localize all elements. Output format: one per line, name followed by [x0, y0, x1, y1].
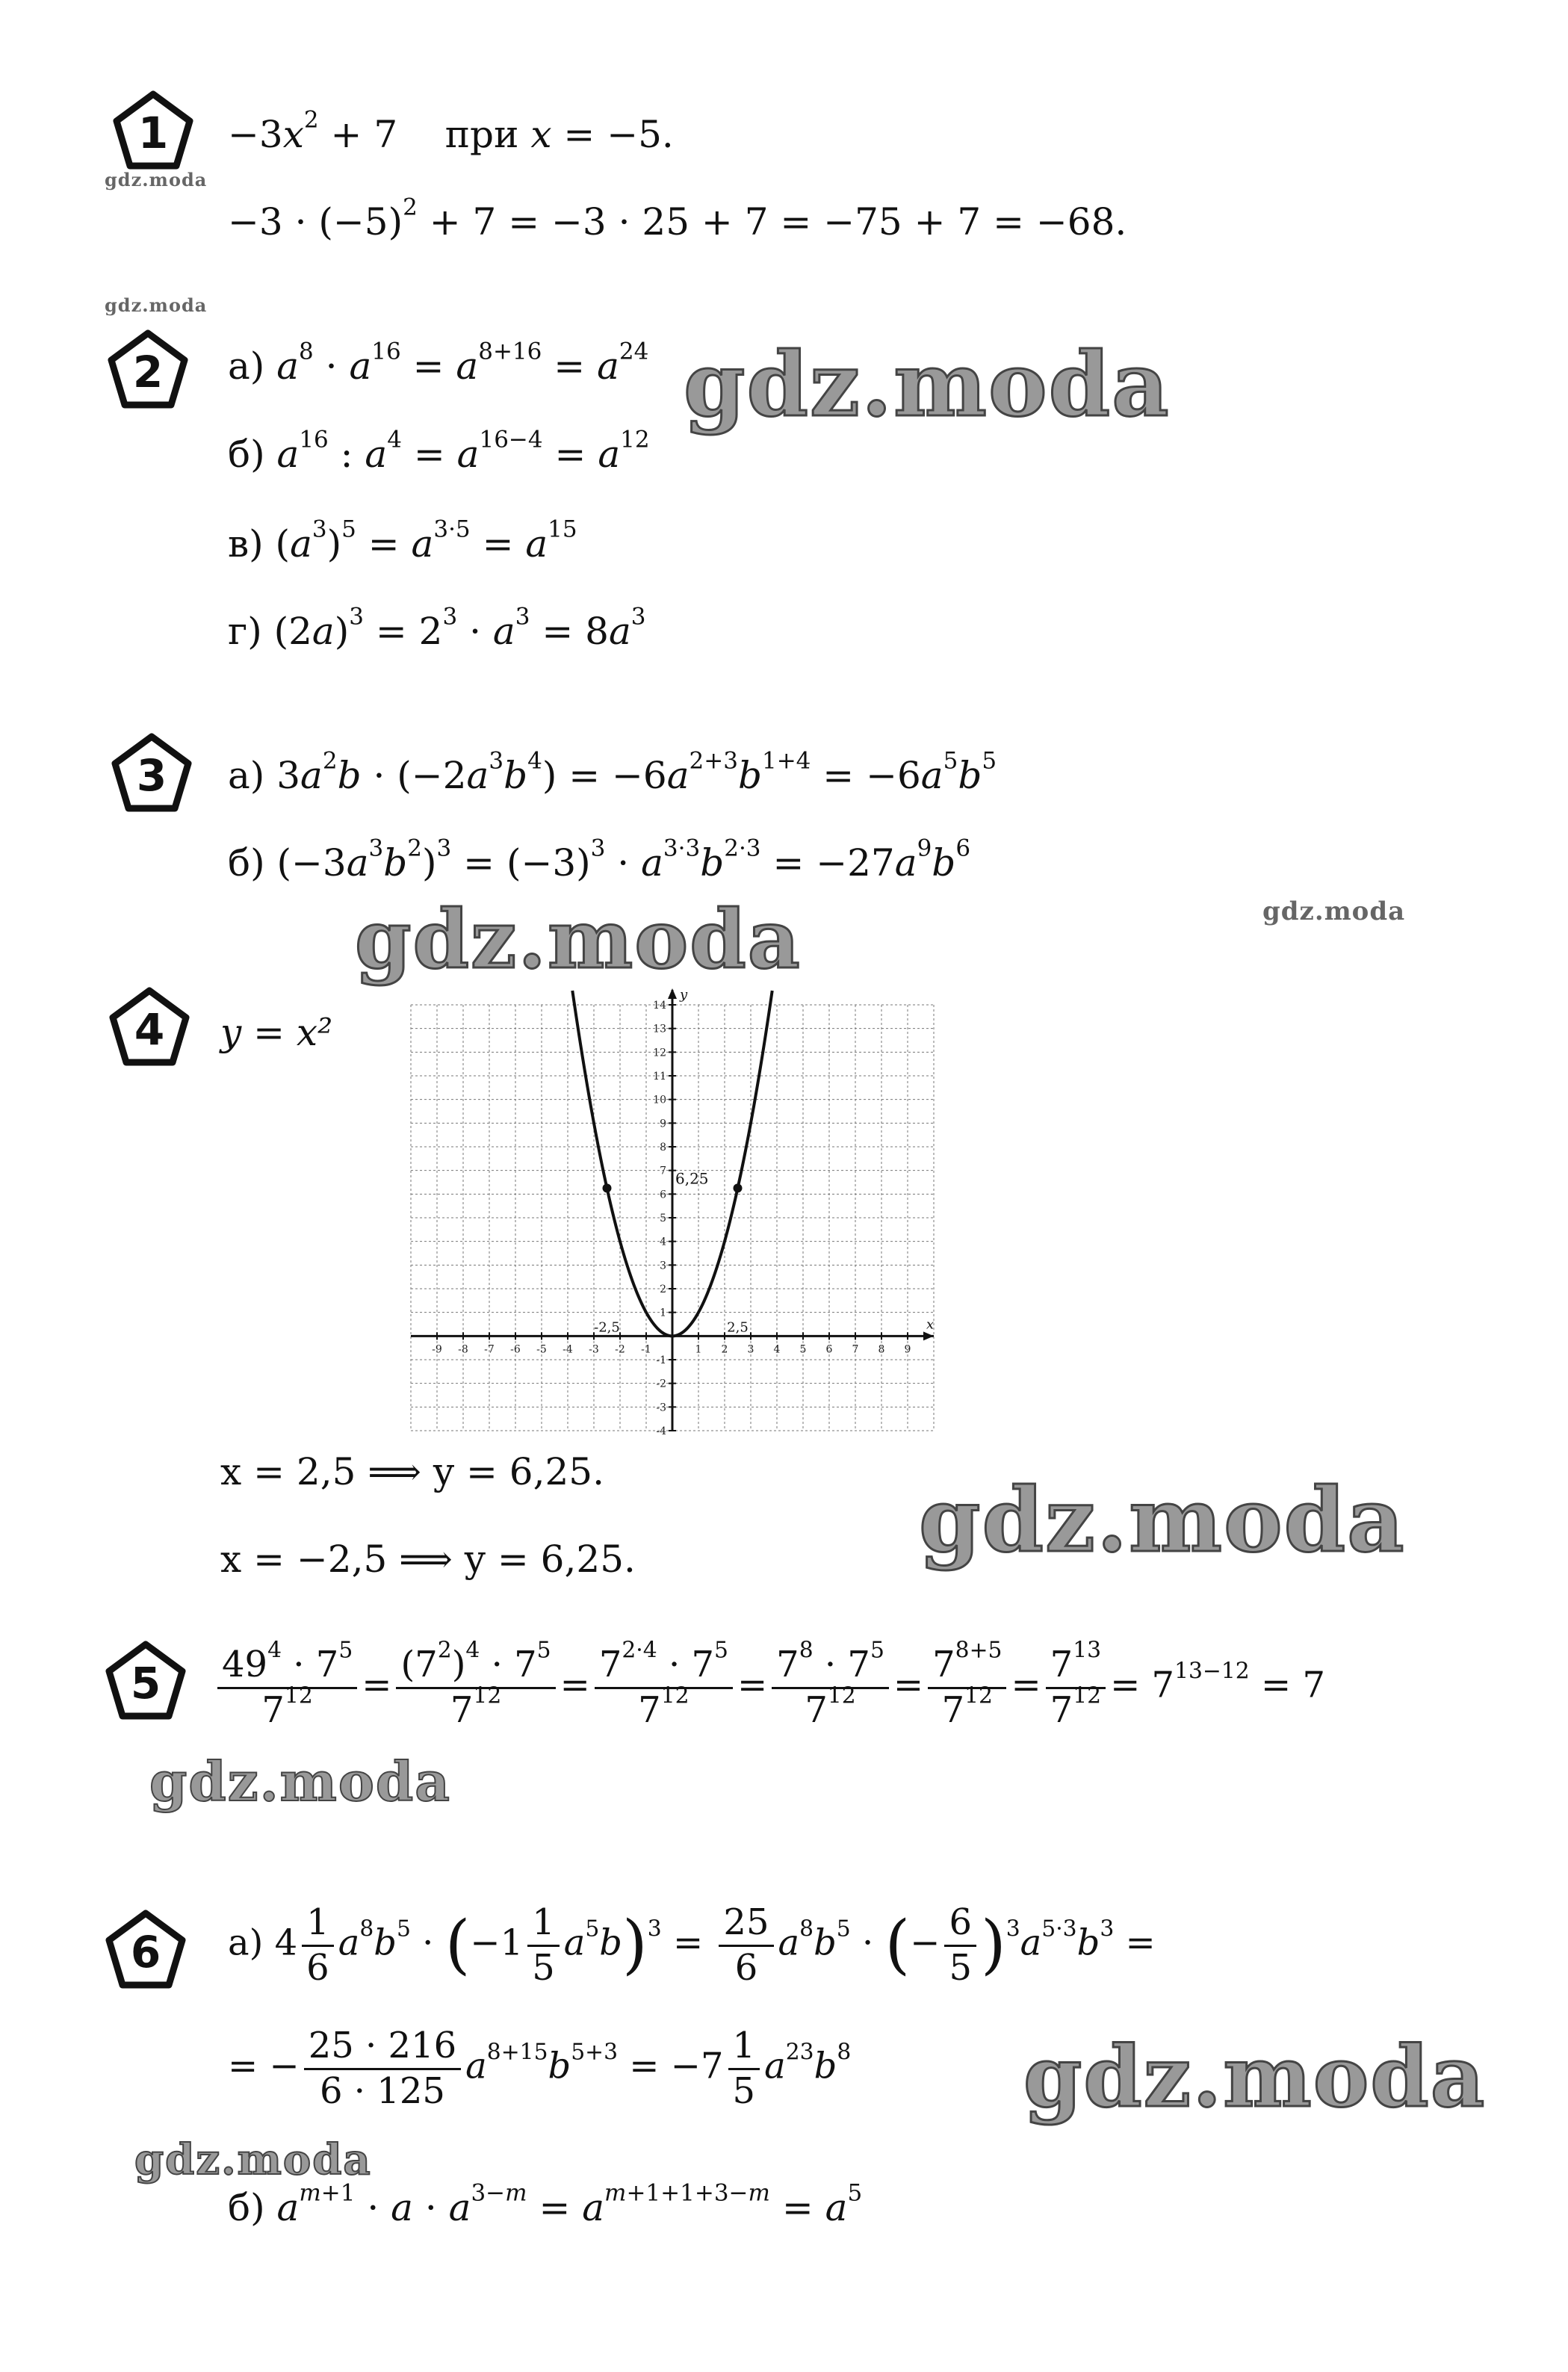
x-tick-label: -5 — [536, 1343, 547, 1356]
task-5-expression: $\frac{49^4 \cdot 7^5}{7^{12}}$ = $\frac{(7^2)^4 \cdot 7^5}{7^{12}}$ = $\frac{7^{2\cdot 4} \cdot 7^5}{7^{12}}$ = $\frac{7^8 \cdot 7^5}{7^{12}}$ = $\frac{7^{8+5}}{7^{12}}$ = $\frac{7^{13}}{7^{12}}$ = $7^{13-12} = 7$ — [213, 1644, 1325, 1732]
y-tick-label: 13 — [653, 1023, 666, 1035]
label-g: г) — [228, 610, 262, 653]
y-tick-label: -3 — [656, 1402, 666, 1414]
chart-title: y = x² — [220, 1011, 333, 1054]
x-tick-label: -2 — [615, 1343, 625, 1356]
label-a: а) — [228, 1922, 264, 1964]
y-axis-arrow-icon — [668, 988, 677, 999]
y-tick-label: 8 — [660, 1142, 666, 1154]
task-2-b: б) $a^{16}$ : $a^4 = a^{16-4} = a^{12}$ — [228, 426, 650, 476]
y-tick-label: 11 — [653, 1071, 666, 1083]
task-4-number: 4 — [134, 1004, 165, 1055]
task-6-a: а) 4 $\frac{1}{6}$ $a^8b^5 \cdot (-1$ $\frac{1}{5}$ $a^5b)^3$ = $\frac{25}{6}$ $a^8b^5$ · (− $\frac{6}{5}$ )$^3a^{5\cdot 3}b^3$ = — [228, 1901, 1156, 1989]
task-3-a: а) $3a^2b \cdot (-2a^3b^4) = -6a^{2+3}b^{1+4} = -6a^5b^5$ — [228, 747, 997, 797]
watermark-small: gdz.moda — [105, 294, 208, 316]
x-tick-label: 3 — [747, 1343, 754, 1356]
data-point — [603, 1183, 612, 1192]
x-axis-label: x — [926, 1316, 935, 1333]
x-tick-label: -7 — [484, 1343, 495, 1356]
label-a: а) — [228, 344, 265, 388]
watermark-large: gdz.moda — [919, 1468, 1406, 1572]
task-3-b: б) $(-3a^3b^2)^3 = (-3)^3 \cdot a^{3\cdot 3}b^{2\cdot 3} = -27a^9b^6$ — [228, 834, 971, 885]
y-tick-label: 4 — [660, 1236, 666, 1248]
task-2-a: а) $a^8 \cdot a^{16} = a^{8+16} = a^{24}$ — [228, 338, 649, 388]
task-6-b: б) $a^{m+1} \cdot a \cdot a^{3-m} = a^{m+1+1+3-m} = a^5$ — [228, 2179, 863, 2229]
y-tick-label: -4 — [656, 1425, 666, 1437]
task-1-badge — [112, 90, 194, 172]
task-3-badge — [111, 732, 193, 814]
watermark-large: gdz.moda — [355, 893, 802, 987]
task-4-result-1: x = 2,5 ⟹ y = 6,25. — [220, 1450, 605, 1493]
task-6-a-continued: = − $\frac{25 \cdot 216}{6 \cdot 125}$ $a^{8+15}b^{5+3} = -7$ $\frac{1}{5}$ $a^{23}b^8$ — [228, 2025, 852, 2112]
label-b: б) — [228, 433, 265, 476]
y-tick-label: 7 — [660, 1165, 666, 1177]
y-tick-label: 6 — [660, 1189, 666, 1201]
parabola-chart — [403, 982, 941, 1438]
y-axis-label: y — [680, 987, 688, 1003]
task-6-badge — [105, 1909, 187, 1991]
task-3-number: 3 — [136, 750, 167, 801]
annotation-2-5: 2,5 — [727, 1319, 749, 1336]
label-b: б) — [228, 841, 265, 885]
y-tick-label: 9 — [660, 1118, 666, 1130]
task-4-result-2: x = −2,5 ⟹ y = 6,25. — [220, 1538, 636, 1581]
task-2-badge — [107, 329, 189, 411]
x-tick-label: 9 — [904, 1343, 911, 1356]
x-tick-label: 7 — [852, 1343, 859, 1356]
label-b: б) — [228, 2186, 265, 2229]
watermark-large: gdz.moda — [149, 1750, 451, 1813]
x-tick-label: -1 — [641, 1343, 651, 1356]
y-tick-label: -1 — [656, 1354, 666, 1366]
x-tick-label: -9 — [432, 1343, 442, 1356]
y-tick-label: 5 — [660, 1213, 666, 1224]
task-5-number: 5 — [130, 1658, 161, 1709]
annotation-minus-2-5: -2,5 — [594, 1319, 620, 1336]
watermark-large: gdz.moda — [684, 332, 1171, 436]
task-6-number: 6 — [130, 1927, 161, 1978]
task-2-number: 2 — [132, 347, 164, 397]
x-tick-label: -6 — [510, 1343, 521, 1356]
task-1-number: 1 — [137, 108, 169, 158]
watermark-small: gdz.moda — [105, 169, 208, 191]
x-tick-label: 6 — [825, 1343, 833, 1356]
watermark-large: gdz.moda — [134, 2135, 372, 2184]
y-tick-label: 12 — [653, 1047, 666, 1059]
x-tick-label: 1 — [695, 1343, 702, 1356]
x-tick-label: -8 — [458, 1343, 468, 1356]
y-tick-label: 1 — [660, 1307, 666, 1319]
task-1-expression: $-3x^2 + 7$ при x = −5. — [228, 106, 674, 156]
label-v: в) — [228, 522, 264, 566]
task-2-v: в) $(a^3)^5 = a^{3\cdot 5} = a^{15}$ — [228, 515, 577, 566]
x-tick-label: -4 — [563, 1343, 573, 1356]
y-tick-label: -2 — [656, 1378, 666, 1390]
y-tick-label: 3 — [660, 1260, 666, 1272]
task-4-badge — [108, 986, 190, 1068]
y-tick-label: 10 — [653, 1094, 666, 1106]
task-1-solution: $-3 \cdot (-5)^2 + 7 = -3 \cdot 25 + 7 = -75 + 7 = -68$. — [228, 193, 1127, 244]
task-5-badge — [105, 1640, 187, 1722]
task-2-g: г) $(2a)^3 = 2^3 \cdot a^3 = 8a^3$ — [228, 603, 646, 653]
watermark-large: gdz.moda — [1023, 2028, 1487, 2126]
x-tick-label: 4 — [773, 1343, 781, 1356]
y-tick-label: 14 — [653, 1000, 666, 1012]
label-a: а) — [228, 754, 265, 797]
x-tick-label: 8 — [878, 1343, 885, 1356]
data-point — [734, 1183, 743, 1192]
annotation-6-25: 6,25 — [675, 1169, 709, 1188]
watermark-small: gdz.moda — [1262, 897, 1406, 926]
y-tick-label: 2 — [660, 1283, 666, 1295]
x-axis-arrow-icon — [923, 1331, 934, 1340]
x-tick-label: 5 — [799, 1343, 807, 1356]
x-tick-label: -3 — [589, 1343, 599, 1356]
x-tick-label: 2 — [721, 1343, 728, 1356]
